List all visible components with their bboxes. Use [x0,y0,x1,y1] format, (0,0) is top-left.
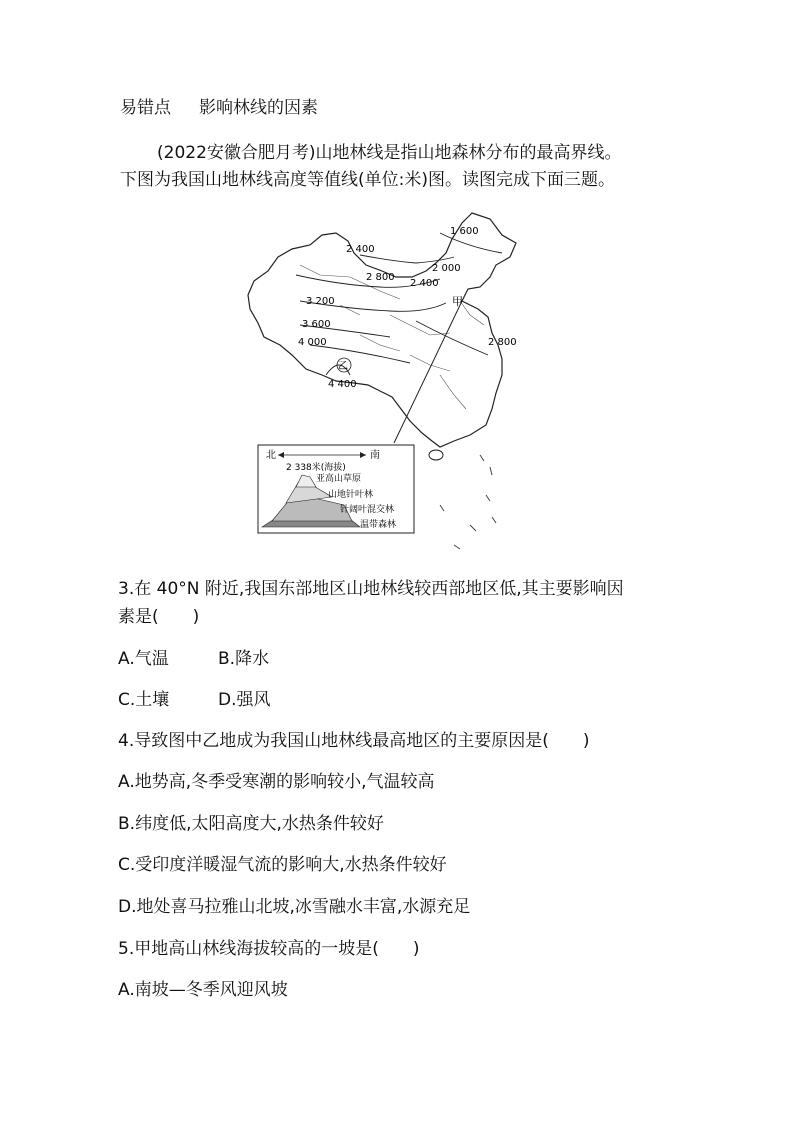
question-4-option-c: C.受印度洋暖湿气流的影响大,水热条件较好 [118,855,447,875]
isoline-label: 1 600 [450,226,479,237]
isoline-label: 4 000 [298,337,327,348]
option-b: B.降水 [218,649,270,669]
question-4-option-d: D.地处喜马拉雅山北坡,冰雪融水丰富,水源充足 [118,897,471,917]
isoline-label: 2 400 [346,244,375,255]
china-treeline-map [240,205,530,560]
zone-label: 亚高山草原 [316,474,362,484]
isoline-label: 3 200 [306,296,335,307]
inset-south: 南 [370,450,380,461]
option-c: C.土壤 [118,690,170,710]
isoline-label: 2 000 [432,263,461,274]
section-heading [120,97,318,119]
south-sea-islands [440,455,496,549]
section-title: 影响林线的因素 [199,98,318,118]
inset-elevation: 2 338米(海拔) [286,463,346,473]
zone-label: 针阔叶混交林 [340,505,395,515]
intro-line-1: (2022安徽合肥月考)山地林线是指山地森林分布的最高界线。 [157,143,622,163]
question-3-options-row-1 [118,648,269,670]
inset-north: 北 [266,450,276,461]
point-jia-label: 甲 [452,295,463,308]
question-4-option-a: A.地势高,冬季受寒潮的影响较小,气温较高 [118,772,435,792]
isoline-curve [416,321,488,355]
question-5-stem: 5.甲地高山林线海拔较高的一坡是( ) [118,939,420,959]
hainan-island [429,450,443,460]
zone-label: 山地针叶林 [328,490,374,500]
intro-line-2: 下图为我国山地林线高度等值线(单位:米)图。读图完成下面三题。 [120,170,615,190]
country-outline [248,213,516,447]
isoline-label: 4 400 [328,379,357,390]
question-5-option-a: A.南坡—冬季风迎风坡 [118,980,288,1000]
option-a: A.气温 [118,649,169,669]
question-4-option-b: B.纬度低,太阳高度大,水热条件较好 [118,814,384,834]
isoline-label: 2 400 [410,278,439,289]
isoline-label: 3 600 [302,319,331,330]
question-3-stem-1: 3.在 40°N 附近,我国东部地区山地林线较西部地区低,其主要影响因 [118,579,624,599]
point-yi-label: 乙 [338,361,348,372]
zone-label: 温带森林 [360,520,397,530]
option-d: D.强风 [218,690,271,710]
question-3-stem-2: 素是( ) [118,607,200,627]
isoline-label: 2 800 [366,272,395,283]
section-label: 易错点 [120,98,171,118]
question-4-stem: 4.导致图中乙地成为我国山地林线最高地区的主要原因是( ) [118,731,590,751]
question-3-options-row-2 [118,689,271,711]
isoline-label: 2 800 [488,337,517,348]
